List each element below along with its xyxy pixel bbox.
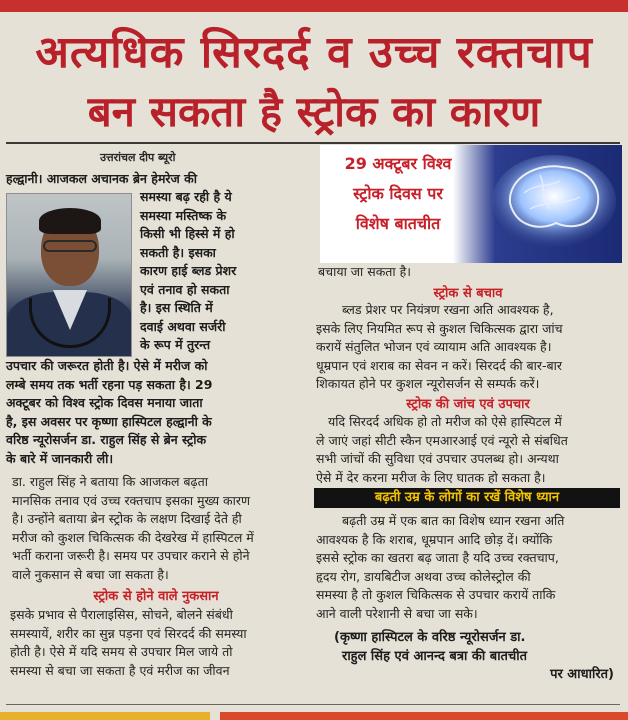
subheading-age: बढ़ती उम्र के लोगों का रखें विशेष ध्यान — [314, 488, 620, 508]
paragraph-line: यदि सिरदर्द अधिक हो तो मरीज को ऐसे हास्पिटल में — [328, 414, 562, 429]
byline: उत्तरांचल दीप ब्यूरो — [100, 151, 176, 164]
promo-text — [324, 149, 472, 239]
lead-rest-line: के बारे में जानकारी ली। — [6, 450, 114, 466]
paragraph-line: मरीज को कुशल चिकित्सक की देखरेख में हास्पिटल में — [12, 529, 254, 545]
paragraph-line: भर्ती कराना जरूरी है। समय पर उपचार कराने से होने — [12, 548, 250, 563]
paragraph-line: समस्या से बचा जा सकता है एवं मरीज का जीवन — [10, 662, 230, 678]
paragraph-3 — [10, 606, 310, 680]
promo-box — [320, 145, 622, 263]
paragraph-2 — [12, 473, 312, 584]
subheading-prevention: स्ट्रोक से बचाव — [433, 286, 503, 301]
left-column — [0, 145, 308, 705]
paragraph-line: बचाया जा सकता है। — [318, 264, 412, 279]
lead-wrap-line: सकती है। इसका — [140, 244, 216, 260]
paragraph-line: करायें संतुलित भोजन एवं व्यायाम अति आवश्यक है। — [316, 339, 552, 354]
subheading-damage: स्ट्रोक से होने वाले नुकसान — [93, 589, 219, 604]
paragraph-line: इससे स्ट्रोक का खतरा बढ़ जाता है यदि उच्च रक्तचाप, — [316, 550, 559, 565]
headline-line-1: अत्यधिक सिरदर्द व उच्च रक्तचाप — [35, 27, 593, 78]
doctor-photo — [6, 193, 132, 357]
promo-line: 29 अक्टूबर विश्व — [344, 154, 452, 173]
paragraph-line: शिकायत होने पर कुशल न्यूरोसर्जन से सम्पर्क करें। — [316, 376, 540, 391]
paragraph-line: आने वाली परेशानी से बचा जा सके। — [316, 605, 478, 621]
paragraph-line: समस्या है तो कुशल चिकित्सक से उपचार करायें ताकि — [316, 587, 556, 602]
credit-line: (कृष्णा हास्पिटल के वरिष्ठ न्यूरोसर्जन डा. — [334, 630, 526, 645]
paragraph-age — [316, 512, 622, 623]
subheading-test: स्ट्रोक की जांच एवं उपचार — [406, 397, 530, 412]
lead-wrap-line: समस्या बढ़ रही है ये — [140, 189, 232, 204]
paragraph-line: ब्लड प्रेशर पर नियंत्रण रखना अति आवश्यक है, — [342, 302, 554, 317]
lead-rest-line: अक्टूबर को विश्व स्ट्रोक दिवस मनाया जाता — [6, 395, 203, 410]
paragraph-line: इसके प्रभाव से पैरालाइसिस, सोचने, बोलने संबंधी — [10, 607, 233, 622]
bottom-divider — [6, 704, 620, 705]
lead-wrap-line: है। इस स्थिति में — [140, 300, 213, 315]
promo-line: विशेष बातचीत — [355, 214, 441, 233]
promo-line: स्ट्रोक दिवस पर — [353, 184, 443, 203]
paragraph-line: बढ़ती उम्र में एक बात का विशेष ध्यान रखना अति — [342, 513, 565, 528]
lead-rest-line: उपचार की जरूरत होती है। ऐसे में मरीज को — [6, 358, 208, 373]
lead-rest-line: है, इस अवसर पर कृष्णा हास्पिटल हल्द्वानी के — [6, 413, 212, 429]
lead-rest-line: लम्बे समय तक भर्ती रहना पड़ सकता है। 29 — [6, 376, 213, 392]
paragraph-line: है। उन्होंने बताया ब्रेन स्ट्रोक के लक्षण दिखाई देते ही — [12, 511, 242, 526]
lead-rest — [6, 357, 306, 468]
paragraph-line: वाले नुकसान से बचा जा सकता है। — [12, 566, 169, 582]
lead-wrap-line: कारण हाई ब्लड प्रेशर — [140, 263, 237, 278]
brain-illustration — [480, 153, 620, 257]
paragraph-line: आवश्यक है कि शराब, धूम्रपान आदि छोड़ दें। क्योंकि — [316, 531, 553, 547]
lead-wrap-line: समस्या मस्तिष्क के — [140, 207, 227, 223]
lead-wrap-line: दवाई अथवा सर्जरी — [140, 318, 226, 334]
credit-line: पर आधारित) — [550, 667, 614, 682]
paragraph-line: सभी जांचों की सुविधा एवं उपचार उपलब्ध हो। अन्यथा — [316, 451, 559, 466]
paragraph-line: ले जाएं जहां सीटी स्कैन एमआरआई एवं न्यूरो से संबधित — [316, 432, 568, 448]
paragraph-line: होती है। ऐसे में यदि समय से उपचार मिल जाये तो — [10, 644, 233, 659]
lead-rest-line: वरिष्ठ न्यूरोसर्जन डा. राहुल सिंह से ब्रेन स्ट्रोक — [6, 432, 207, 447]
paragraph-line: मानसिक तनाव एवं उच्च रक्तचाप इसका मुख्य कारण — [12, 492, 251, 508]
paragraph-line: हृदय रोग, डायबिटीज अथवा उच्च कोलेस्ट्रोल की — [316, 568, 531, 584]
paragraph-line: धूम्रपान एवं शराब का सेवन न करें। सिरदर्द की बार-बार — [316, 357, 563, 373]
paragraph-line: इसके लिए नियमित रूप से कुशल चिकित्सक द्वारा जांच — [316, 320, 563, 336]
credit-line: राहुल सिंह एवं आनन्द बत्रा की बातचीत — [342, 648, 528, 664]
headline — [0, 22, 628, 140]
paragraph-line: ऐसे में देर करना मरीज के लिए घातक हो सकता है। — [316, 469, 546, 485]
paragraph-prevention — [316, 301, 622, 394]
paragraph-line: डा. राहुल सिंह ने बताया कि आजकल बढ़ता — [12, 474, 208, 489]
lead-wrap-text — [140, 188, 306, 355]
top-color-strip — [0, 0, 628, 12]
credit-note — [334, 629, 624, 685]
lead-wrap-line: के रूप में तुरन्त — [140, 337, 211, 352]
lead-wrap-line: एवं तनाव हो सकता — [140, 281, 230, 297]
lead-first-line: हल्द्वानी। आजकल अचानक ब्रेन हेमरेज की — [6, 171, 197, 186]
paragraph-test — [316, 413, 622, 487]
lead-wrap-line: किसी भी हिस्से में हो — [140, 226, 235, 241]
bottom-bar-right — [220, 712, 628, 720]
headline-line-2: बन सकता है स्ट्रोक का कारण — [87, 87, 541, 136]
right-continued — [318, 263, 618, 282]
paragraph-line: समस्यायें, शरीर का सुन्न पड़ना एवं सिरदर्द की समस्या — [10, 625, 247, 641]
bottom-bar-left — [0, 712, 210, 720]
headline-divider — [6, 142, 620, 144]
right-column — [314, 145, 626, 705]
